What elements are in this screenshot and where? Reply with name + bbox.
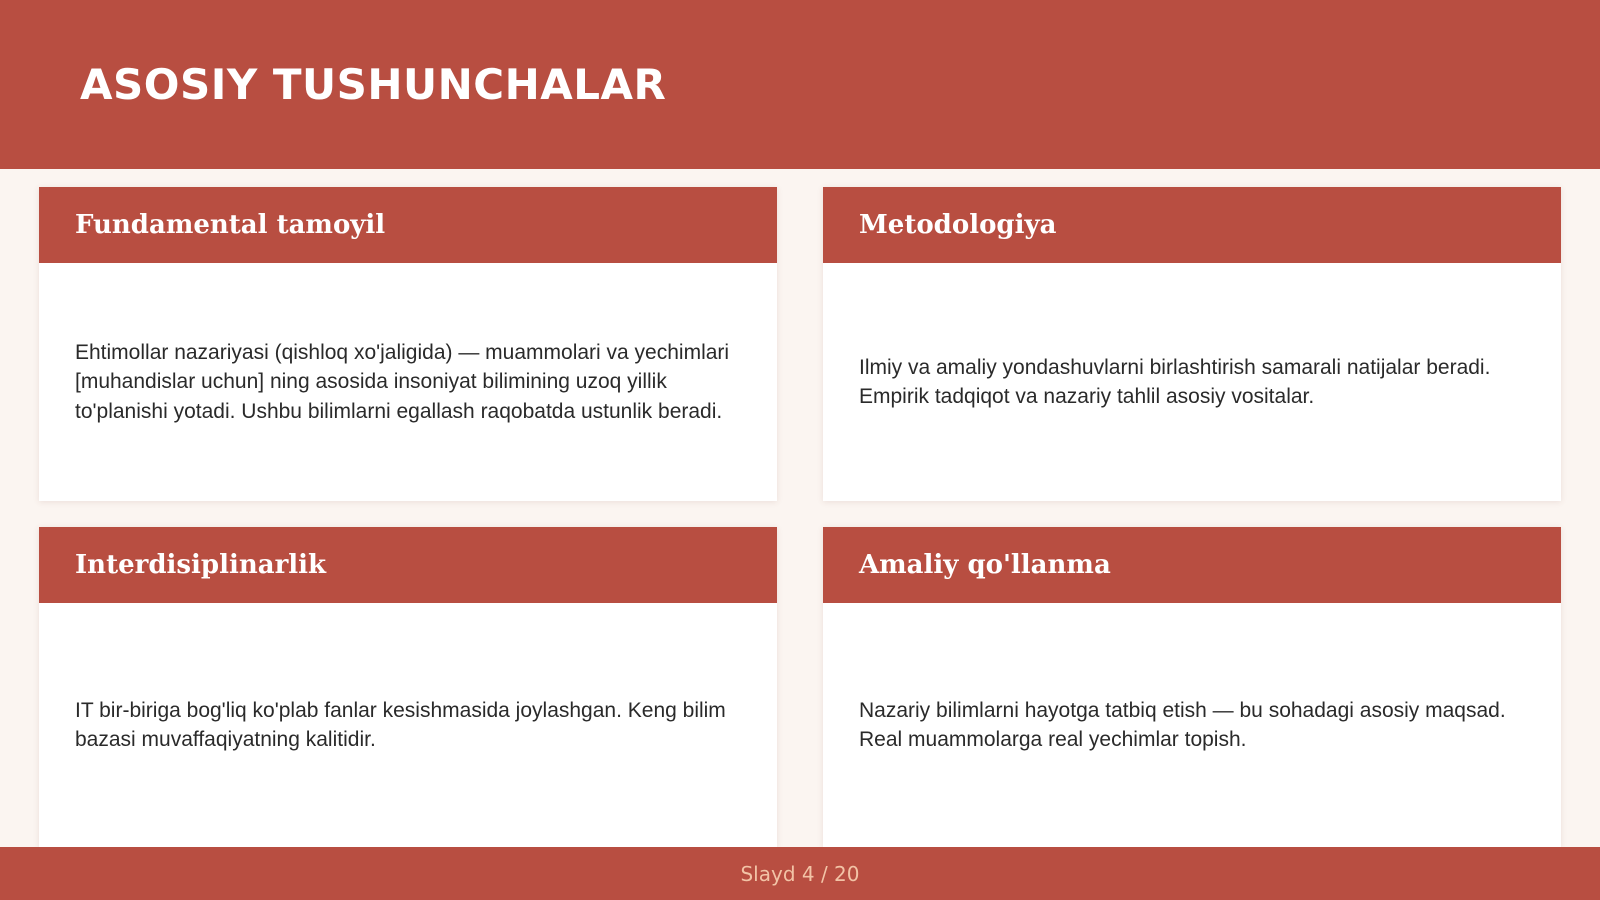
slide-header xyxy=(0,0,1600,169)
slide-counter: Slayd 4 / 20 xyxy=(740,861,860,886)
card-body xyxy=(39,603,777,847)
card-text: Ilmiy va amaliy yondashuvlarni birlashtirish samarali natijalar beradi. Empirik tadqiqot va nazariy tahlil asosiy vositalar. xyxy=(859,355,1491,408)
card-header xyxy=(823,187,1561,263)
concept-card-practical xyxy=(823,527,1561,847)
card-body xyxy=(823,263,1561,501)
card-heading: Amaliy qo'llanma xyxy=(859,550,1111,580)
concept-card-interdisciplinary xyxy=(39,527,777,847)
card-body xyxy=(823,603,1561,847)
card-heading: Interdisiplinarlik xyxy=(75,550,327,580)
slide-title: ASOSIY TUSHUNCHALAR xyxy=(80,60,667,109)
concept-card-fundamental xyxy=(39,187,777,501)
card-header xyxy=(39,527,777,603)
card-header xyxy=(39,187,777,263)
card-text: IT bir-biriga bog'liq ko'plab fanlar kesishmasida joylashgan. Keng bilim bazasi muvaffaqiyatning kalitidir. xyxy=(75,698,726,751)
slide-footer xyxy=(0,847,1600,900)
card-heading: Fundamental tamoyil xyxy=(75,210,386,240)
card-text: Ehtimollar nazariyasi (qishloq xo'jaligida) — muammolari va yechimlari [muhandislar uchun] ning asosida insoniyat bilimining uzoq yillik to'planishi yotadi. Ushbu bilimlarni egallash raqobatda ustunlik beradi. xyxy=(75,340,730,423)
card-heading: Metodologiya xyxy=(859,210,1057,240)
concept-card-methodology xyxy=(823,187,1561,501)
card-body xyxy=(39,263,777,501)
card-header xyxy=(823,527,1561,603)
card-text: Nazariy bilimlarni hayotga tatbiq etish — bu sohadagi asosiy maqsad. Real muammolarga real yechimlar topish. xyxy=(859,698,1506,751)
